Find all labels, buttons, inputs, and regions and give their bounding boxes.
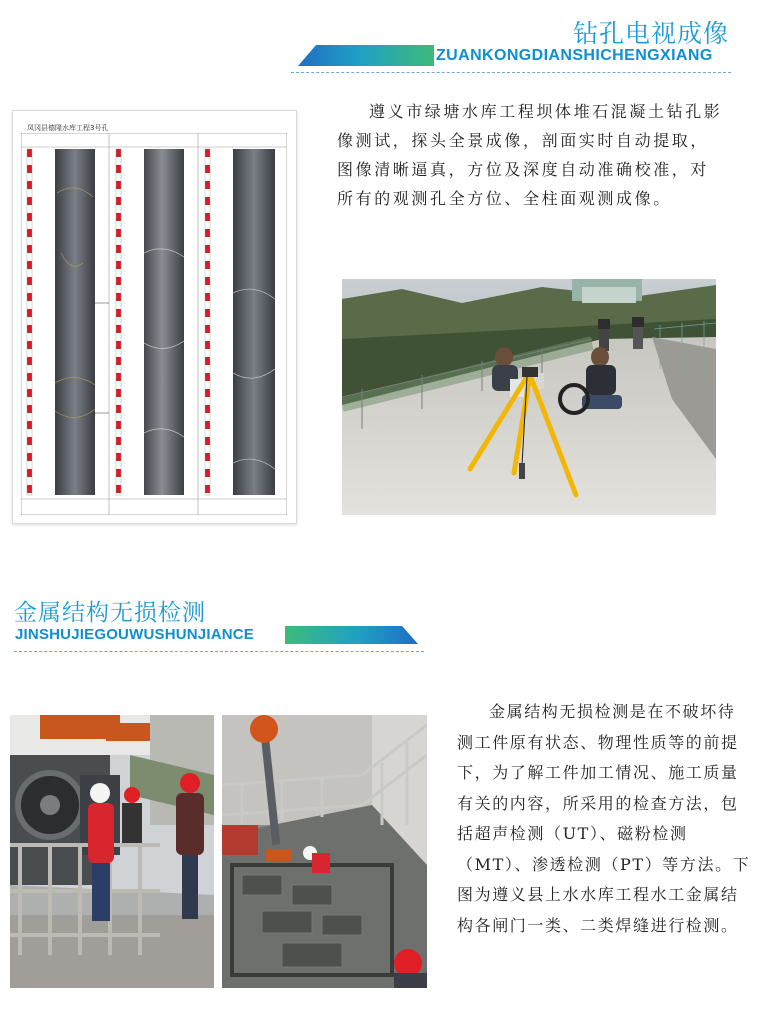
section1-divider (291, 72, 731, 73)
section2-title: 金属结构无损检测 (14, 600, 206, 626)
tripod-field-scene (342, 279, 716, 515)
hoist-scene (10, 715, 214, 988)
section2-header-bar (285, 626, 418, 644)
section1-header-bar (298, 45, 434, 66)
section2-subtitle: JINSHUJIEGOUWUSHUNJIANCE (15, 626, 254, 643)
section1-subtitle: ZUANKONGDIANSHICHENGXIANG (436, 47, 713, 64)
borehole-image-card (12, 110, 297, 524)
stairwell-scene (222, 715, 427, 988)
borehole-camera-field-photo (342, 279, 716, 515)
section2-description: 金属结构无损检测是在不破坏待测工件原有状态、物理性质等的前提下，为了解工件加工情况、施工质量有关的内容，所采用的检查方法，包括超声检测（UT）、磁粉检测（MT）、渗透检测（PT）等方法。下图为遵义县上水水库工程水工金属结构各闸门一类、二类焊缝进行检测。 (457, 702, 751, 935)
gate-slot-inspection-photo (222, 715, 427, 988)
section1-description: 遵义市绿塘水库工程坝体堆石混凝土钻孔影像测试，探头全景成像，剖面实时自动提取，图像清晰逼真，方位及深度自动准确校准，对所有的观测孔全方位、全柱面观测成像。 (337, 102, 723, 208)
hoist-inspection-photo (10, 715, 214, 988)
borehole-core-logs (21, 133, 287, 515)
borehole-figure-title: 凤冈县德隆水库工程3号孔 (27, 124, 109, 132)
section1-title: 钻孔电视成像 (572, 19, 729, 48)
section2-divider (14, 651, 424, 652)
